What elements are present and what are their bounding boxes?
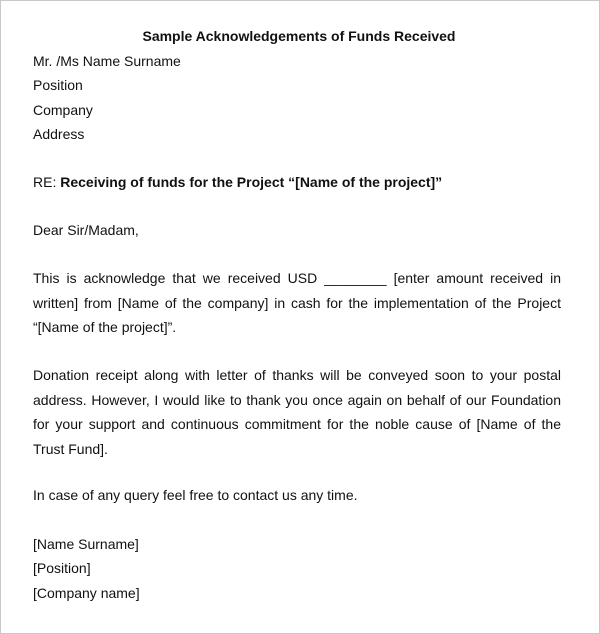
paragraph-line: written] from [Name of the company] in cash for the implementation of the Project	[33, 294, 561, 311]
paragraph-line: Trust Fund].	[33, 440, 108, 457]
paragraph-line: Donation receipt along with letter of thanks will be conveyed soon to your postal	[33, 367, 561, 383]
recipient-address: Address	[33, 126, 85, 142]
subject-line	[33, 174, 442, 190]
signature-position: [Position]	[33, 560, 91, 576]
recipient-position: Position	[33, 77, 83, 93]
recipient-company: Company	[33, 102, 93, 118]
document-title: Sample Acknowledgements of Funds Received	[142, 28, 456, 44]
salutation: Dear Sir/Madam,	[33, 222, 139, 238]
closing-line: In case of any query feel free to contact us any time.	[33, 487, 358, 503]
paragraph-thanks	[33, 363, 561, 461]
paragraph-line: This is acknowledge that we received USD ________ [enter amount received in	[33, 270, 561, 286]
subject-text: Receiving of funds for the Project “[Name of the project]”	[60, 174, 443, 190]
signature-name: [Name Surname]	[33, 536, 139, 552]
subject-prefix: RE:	[33, 174, 61, 190]
recipient-name: Mr. /Ms Name Surname	[33, 53, 181, 69]
signature-company: [Company name]	[33, 585, 140, 601]
paragraph-line: “[Name of the project]”.	[33, 319, 177, 335]
paragraph-line: address. However, I would like to thank you once again on behalf of our Foundation	[33, 391, 561, 408]
paragraph-acknowledgement	[33, 266, 561, 340]
paragraph-line: for your support and continuous commitment for the noble cause of [Name of the	[33, 416, 561, 432]
